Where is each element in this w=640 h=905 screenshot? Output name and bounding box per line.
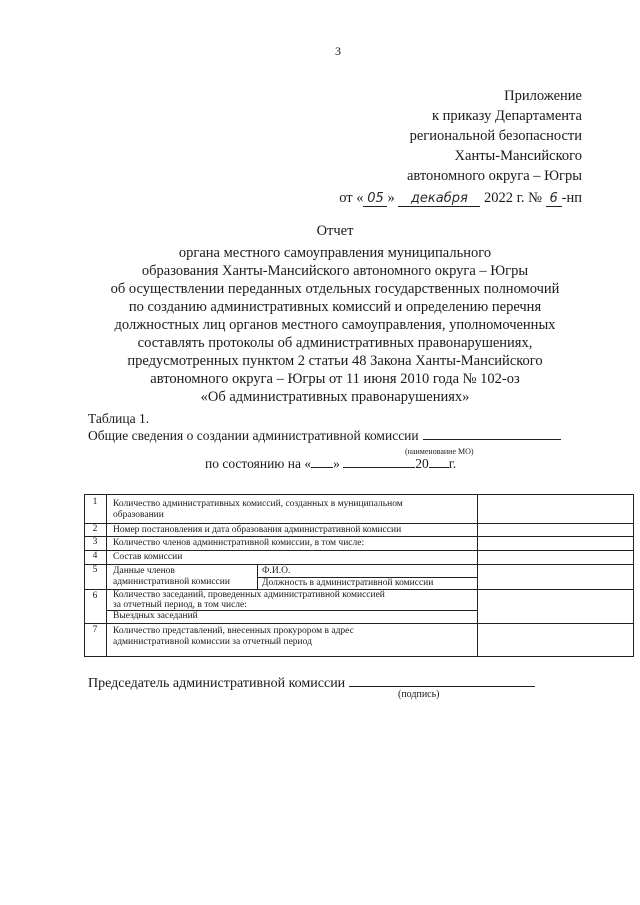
status-day-field: [311, 455, 333, 468]
row-text: Выездных заседаний: [113, 611, 198, 621]
order-suffix: -нп: [561, 190, 582, 206]
order-number-handwritten: 6: [546, 191, 562, 207]
table-col-line: [106, 495, 107, 656]
row-number: 6: [92, 591, 98, 601]
title-line: об осуществлении переданных отдельных государственных полномочий: [110, 281, 560, 297]
table-label: Таблица 1.: [88, 411, 150, 426]
status-month-field: [343, 455, 415, 468]
status-suffix: г.: [448, 456, 457, 471]
row-text: административной комиссии за отчетный период: [113, 637, 312, 647]
row-number: 3: [92, 537, 98, 547]
row-text: Состав комиссии: [113, 552, 183, 562]
mo-name-hint: (наименование МО): [405, 447, 474, 456]
table-row-line: [85, 564, 633, 565]
table-row-line: [85, 550, 633, 551]
row-subcell: Должность в административной комиссии: [262, 578, 434, 588]
table-caption: [88, 410, 561, 444]
appendix-header: [322, 86, 582, 208]
chairman-label: Председатель административной комиссии: [88, 676, 346, 691]
row-text: административной комиссии: [113, 577, 230, 587]
status-prefix: по состоянию на «: [205, 456, 312, 471]
appendix-line: Приложение: [504, 88, 582, 104]
status-year: 20: [415, 456, 429, 471]
table-row-line: [85, 523, 633, 524]
row-number: 7: [92, 625, 98, 635]
row-text: Количество членов административной комиссии, в том числе:: [113, 538, 365, 548]
date-month-handwritten: декабря: [398, 191, 480, 207]
signature-hint: (подпись): [398, 689, 440, 700]
appendix-line: региональной безопасности: [409, 128, 582, 144]
report-title: [80, 222, 590, 406]
row-text: Номер постановления и дата образования административной комиссии: [113, 525, 402, 535]
row-number: 4: [92, 551, 98, 561]
order-date-line: [322, 188, 582, 208]
table-row-line: [85, 536, 633, 537]
row-number: 1: [92, 497, 98, 507]
row-number: 2: [92, 524, 98, 534]
date-prefix: от «: [339, 190, 364, 206]
general-info-table: [84, 494, 634, 657]
appendix-line: автономного округа – Югры: [406, 168, 582, 184]
title-line: должностных лиц органов местного самоуправления, уполномоченных: [114, 317, 556, 333]
title-line: предусмотренных пунктом 2 статьи 48 Закона Ханты-Мансийского: [127, 353, 543, 369]
report-heading: Отчет: [316, 223, 354, 239]
chairman-signature-line: [88, 673, 535, 692]
table-caption-text-line: [88, 427, 561, 444]
table-col-line: [477, 495, 478, 656]
status-year-field: [429, 455, 449, 468]
appendix-line: к приказу Департамента: [431, 108, 582, 124]
date-year: 2022 г. №: [483, 190, 543, 206]
title-line: по созданию административных комиссий и определению перечня: [128, 299, 542, 315]
row-subcell: Ф.И.О.: [262, 566, 291, 576]
table-caption-text: Общие сведения о создании административной комиссии: [88, 428, 419, 443]
date-mid: »: [387, 190, 395, 206]
title-line: органа местного самоуправления муниципального: [178, 245, 492, 261]
status-mid: »: [333, 456, 340, 471]
table-row-line: [85, 623, 633, 624]
row-text: Количество заседаний, проведенных административной комиссией: [113, 590, 385, 600]
title-line: «Об административных правонарушениях»: [200, 389, 470, 405]
title-line: автономного округа – Югры от 11 июня 2010 года № 102-оз: [150, 371, 520, 387]
signature-field: [349, 673, 535, 687]
row-text: образовании: [113, 510, 164, 520]
row-number: 5: [92, 565, 98, 575]
row-text: за отчетный период, в том числе:: [113, 600, 247, 610]
mo-name-field: [423, 427, 561, 440]
date-day-handwritten: 05: [363, 191, 387, 207]
title-line: составлять протоколы об административных правонарушениях,: [137, 335, 533, 351]
title-line: образования Ханты-Мансийского автономного округа – Югры: [141, 263, 529, 279]
row-text: Количество административных комиссий, созданных в муниципальном: [113, 499, 403, 509]
appendix-line: Ханты-Мансийского: [454, 148, 582, 164]
page-number: 3: [335, 44, 341, 58]
row-text: Данные членов: [113, 566, 175, 576]
status-date-line: [205, 455, 456, 472]
row-text: Количество представлений, внесенных прокурором в адрес: [113, 626, 354, 636]
